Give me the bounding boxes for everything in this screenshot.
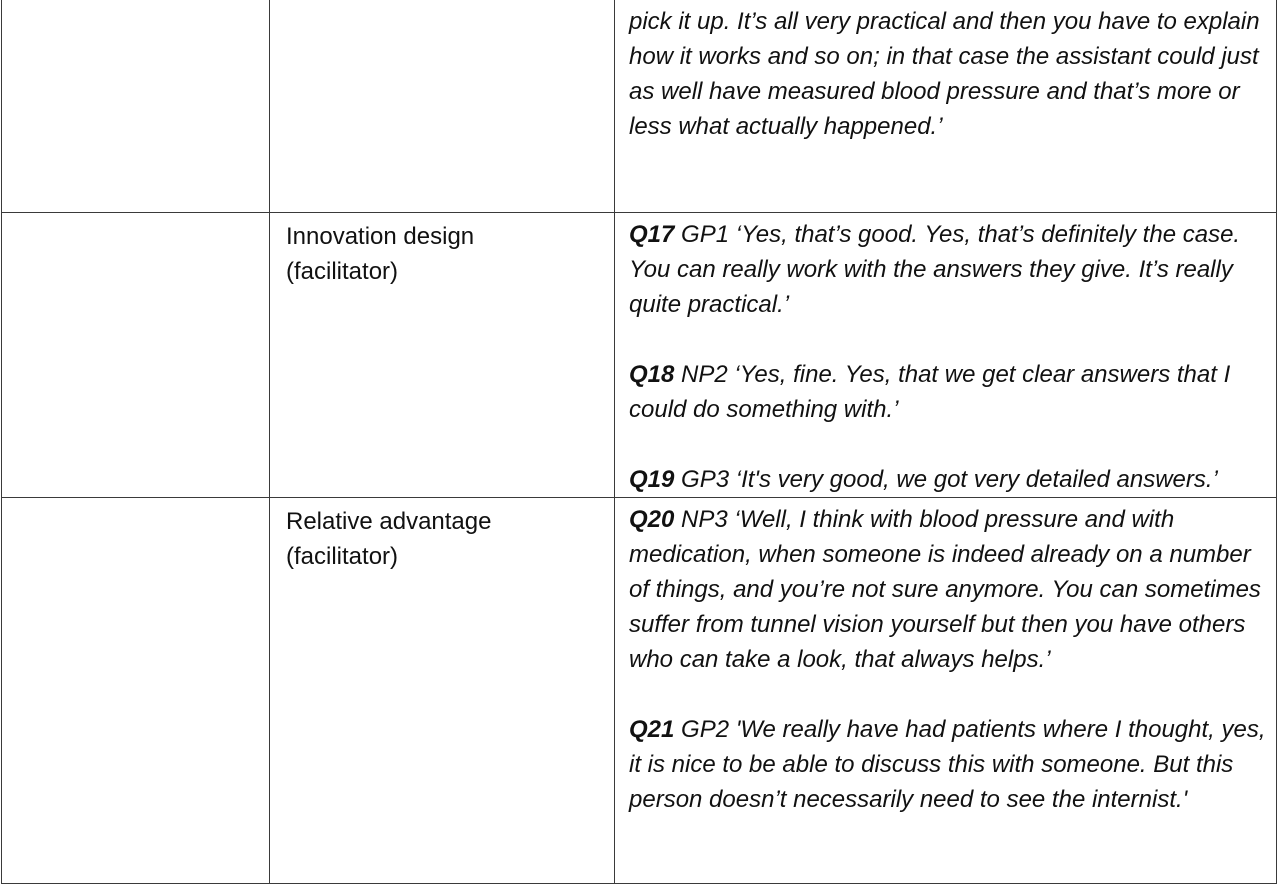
table-row — [2, 497, 1277, 883]
quote-paragraph — [629, 462, 1266, 497]
table-row — [2, 212, 1277, 497]
quotes-table — [1, 0, 1277, 884]
quote-paragraph — [629, 502, 1266, 677]
quote-id: Q19 — [629, 465, 675, 493]
quote-paragraph — [629, 712, 1266, 817]
theme-cell — [2, 497, 270, 883]
subtheme-role: (facilitator) — [286, 257, 399, 285]
quote-id: Q17 — [629, 220, 675, 248]
table-row — [2, 0, 1277, 212]
quote-text: GP2 'We really have had patients where I thought, yes, it is nice to be able to discuss this with someone. But this person doesn’t necessarily need to see the internist.' — [629, 715, 1266, 813]
subtheme-cell — [270, 0, 615, 212]
quote-paragraph — [629, 4, 1266, 144]
subtheme-role: (facilitator) — [286, 542, 399, 570]
quote-id: Q18 — [629, 360, 675, 388]
quote-id: Q21 — [629, 715, 675, 743]
quote-paragraph — [629, 217, 1266, 322]
quote-text: GP3 ‘It's very good, we got very detailed answers.’ — [681, 465, 1218, 493]
subtheme-cell — [270, 212, 615, 497]
quotes-cell — [615, 212, 1277, 497]
subtheme-cell — [270, 497, 615, 883]
quote-text: NP2 ‘Yes, fine. Yes, that we get clear answers that I could do something with.’ — [629, 360, 1231, 423]
subtheme-label: Innovation design — [286, 222, 475, 250]
quote-text: GP1 ‘Yes, that’s good. Yes, that’s definitely the case. You can really work with the answers they give. It’s really quite practical.’ — [629, 220, 1241, 318]
quote-text: NP3 ‘Well, I think with blood pressure and with medication, when someone is indeed already on a number of things, and you’re not sure anymore. You can sometimes suffer from tunnel vision yourself but then you have others who can take a look, that always helps.’ — [629, 505, 1261, 673]
quote-text: pick it up. It’s all very practical and then you have to explain how it works and so on; in that case the assistant could just as well have measured blood pressure and that’s more or less what actually happened.’ — [629, 8, 1260, 140]
quote-id: Q20 — [629, 505, 675, 533]
quotes-cell — [615, 497, 1277, 883]
theme-cell — [2, 212, 270, 497]
quote-paragraph — [629, 357, 1266, 427]
quotes-cell — [615, 0, 1277, 212]
subtheme-label: Relative advantage — [286, 507, 492, 535]
theme-cell — [2, 0, 270, 212]
